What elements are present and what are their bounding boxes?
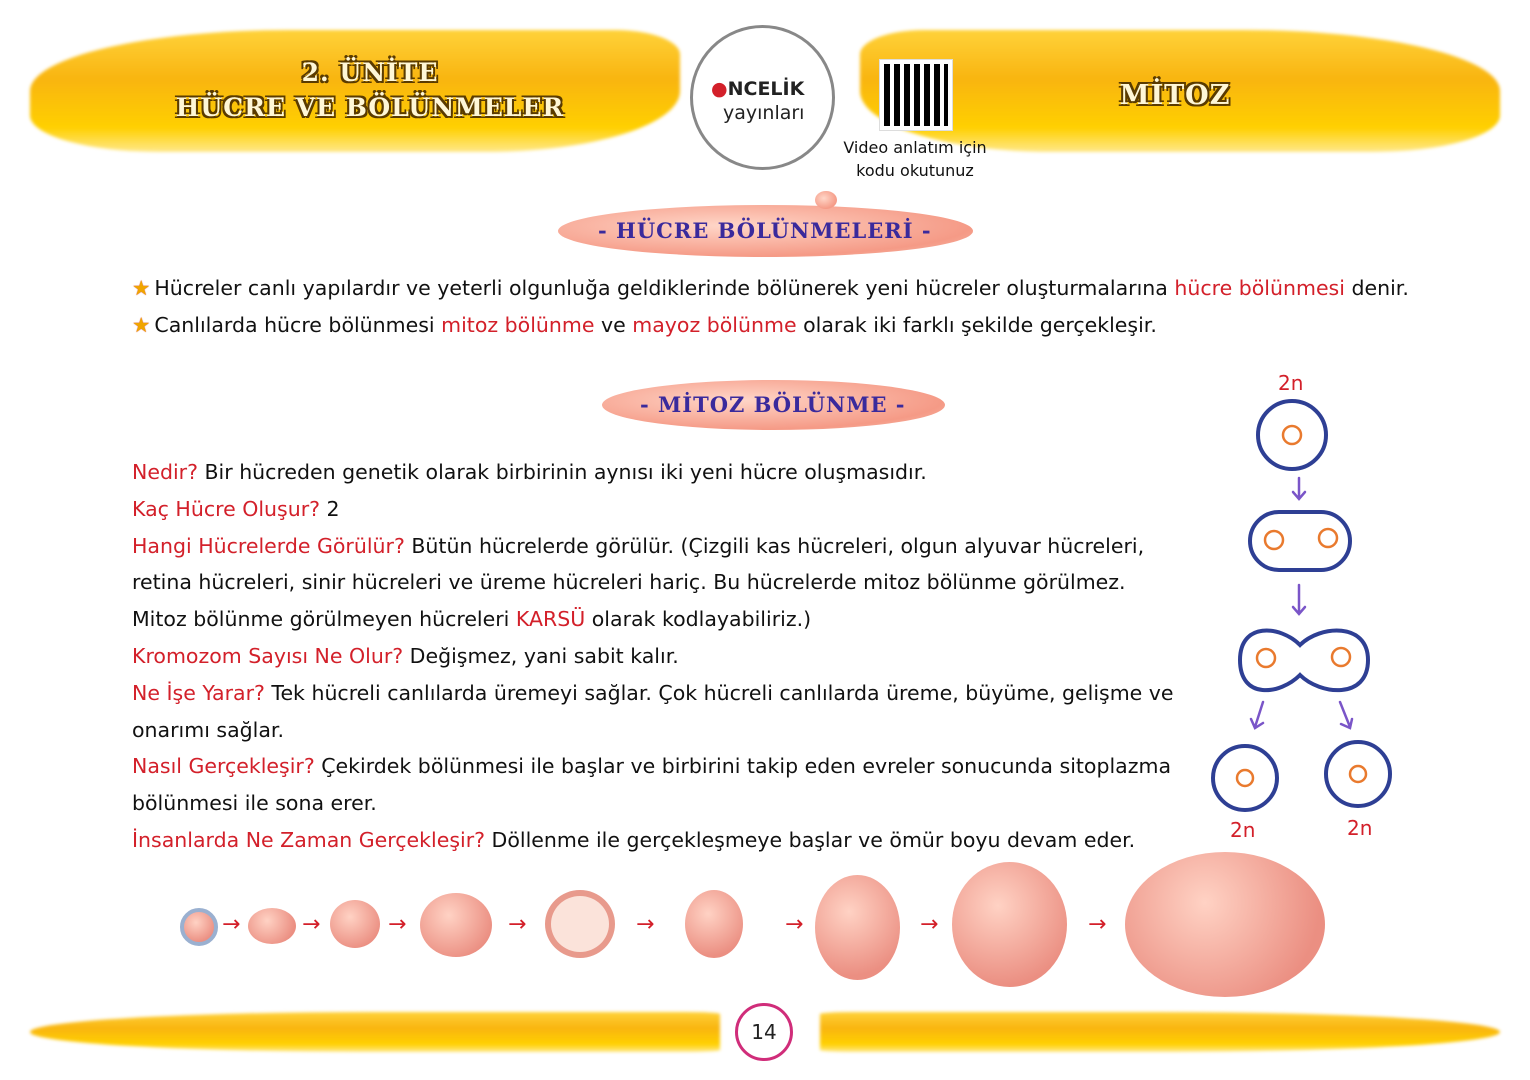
nucleus (1265, 531, 1283, 549)
qr-caption-line-1: Video anlatım için (843, 138, 987, 157)
bullet-2 (132, 313, 1157, 337)
question-label: Nasıl Gerçekleşir? (132, 754, 315, 779)
question-label: Kromozom Sayısı Ne Olur? (132, 644, 404, 668)
text: Canlılarda hücre bölünmesi (154, 313, 442, 337)
answer-text: Mitoz bölünme görülmeyen hücreleri (132, 607, 516, 632)
arrow-icon: → (388, 912, 407, 937)
mitoz-info-line (132, 681, 1174, 705)
header-brush-left (30, 30, 680, 152)
answer-text: Değişmez, yani sabit kalır. (403, 644, 679, 668)
fetus-medium-image (952, 862, 1067, 987)
mitoz-info-line (132, 534, 1144, 558)
mitoz-info-line (132, 828, 1135, 852)
two-cell-image (248, 908, 296, 944)
question-label: Ne İşe Yarar? (132, 680, 265, 705)
answer-text: 2 (320, 496, 340, 521)
nucleus (1283, 426, 1301, 444)
mitoz-info-line (132, 460, 927, 484)
highlight: hücre bölünmesi (1174, 276, 1345, 300)
qr-caption (835, 138, 995, 180)
blastocyst-image (545, 890, 615, 958)
embryo-image (685, 890, 743, 958)
page-number: 14 (735, 1003, 793, 1061)
mitoz-info-line (132, 791, 377, 815)
answer-text: Bütün hücrelerde görülür. (Çizgili kas hücreleri, olgun alyuvar hücreleri, (404, 533, 1145, 558)
fetus-large-image (1125, 852, 1325, 997)
unit-title: HÜCRE VE BÖLÜNMELER (175, 93, 565, 122)
qr-code[interactable] (880, 60, 952, 130)
section-title-hucre-bolunmeleri: - HÜCRE BÖLÜNMELERİ - (598, 218, 932, 243)
daughter-cell (1213, 746, 1277, 810)
arrow-icon: → (222, 912, 241, 937)
highlight: mayoz bölünme (632, 313, 797, 337)
label-2n-top: 2n (1278, 371, 1304, 395)
mitoz-info-line (132, 754, 1171, 778)
label-2n-left: 2n (1230, 818, 1256, 842)
text: Hücreler canlı yapılardır ve yeterli olgunluğa geldiklerinde bölünerek yeni hücreler oluşturmalarına (154, 276, 1175, 300)
arrow-icon: → (1088, 912, 1107, 937)
question-label: Hangi Hücrelerde Görülür? (132, 533, 405, 558)
morula-image (420, 893, 492, 957)
question-label: Nedir? (132, 460, 198, 484)
question-label: İnsanlarda Ne Zaman Gerçekleşir? (132, 828, 486, 852)
nucleus (1332, 648, 1350, 666)
topic-title: MİTOZ (1119, 80, 1231, 111)
answer-text: Çekirdek bölünmesi ile başlar ve birbirini takip eden evreler sonucunda sitoplazma (314, 754, 1172, 779)
mitoz-info-line (132, 644, 679, 668)
arrow-icon (1251, 702, 1352, 728)
question-label: KARSÜ (515, 607, 586, 632)
nucleus (1237, 770, 1253, 786)
daughter-cell (1326, 742, 1390, 806)
arrow-icon: → (302, 912, 321, 937)
nucleus (1257, 649, 1275, 667)
fetus-small-image (815, 875, 900, 980)
mitoz-info-line (132, 570, 1126, 594)
star-icon: ★ (132, 276, 151, 300)
label-2n-right: 2n (1347, 816, 1373, 840)
answer-text: Bir hücreden genetik olarak birbirinin aynısı iki yeni hücre oluşmasıdır. (197, 460, 927, 484)
nucleus (1350, 766, 1366, 782)
answer-text: retina hücreleri, sinir hücreleri ve üreme hücreleri hariç. Bu hücrelerde mitoz bölünme görülmez. (132, 570, 1126, 595)
footer-brush-left (30, 1012, 720, 1052)
footer-brush-right (820, 1012, 1500, 1052)
text: olarak iki farklı şekilde gerçekleşir. (796, 313, 1157, 337)
unit-number: 2. ÜNİTE (301, 58, 439, 87)
arrow-icon: → (508, 912, 527, 937)
mitoz-info-line (132, 607, 811, 631)
logo-subtext: yayınları (723, 102, 805, 124)
logo-text: NCELİK (727, 78, 805, 100)
mitosis-diagram (1200, 360, 1420, 850)
answer-text: olarak kodlayabiliriz.) (585, 607, 812, 632)
nucleus (1319, 529, 1337, 547)
section-title-mitoz-bolunme: - MİTOZ BÖLÜNME - (640, 392, 906, 417)
qr-caption-line-2: kodu okutunuz (856, 161, 974, 180)
arrow-icon: → (920, 912, 939, 937)
text: denir. (1344, 276, 1409, 300)
zygote-image (180, 908, 218, 946)
four-cell-image (330, 900, 380, 948)
arrow-icon (1293, 585, 1305, 614)
answer-text: Döllenme ile gerçekleşmeye başlar ve ömür boyu devam eder. (485, 828, 1136, 852)
parent-cell (1258, 401, 1326, 469)
bullet-1 (132, 276, 1409, 300)
arrow-icon: → (636, 912, 655, 937)
answer-text: onarımı sağlar. (132, 717, 284, 742)
mitoz-info-line (132, 718, 284, 742)
text: ve (594, 313, 633, 337)
answer-text: Tek hücreli canlılarda üremeyi sağlar. Çok hücreli canlılarda üreme, büyüme, gelişme ve (264, 680, 1174, 705)
mitoz-info-line (132, 497, 340, 521)
star-icon: ★ (132, 313, 151, 337)
banner-dot (815, 191, 837, 209)
answer-text: bölünmesi ile sona erer. (132, 791, 377, 816)
publisher-logo: ●NCELİK yayınları (690, 25, 835, 170)
highlight: mitoz bölünme (441, 313, 595, 337)
arrow-icon (1293, 478, 1305, 499)
arrow-icon: → (785, 912, 804, 937)
question-label: Kaç Hücre Oluşur? (132, 496, 321, 521)
